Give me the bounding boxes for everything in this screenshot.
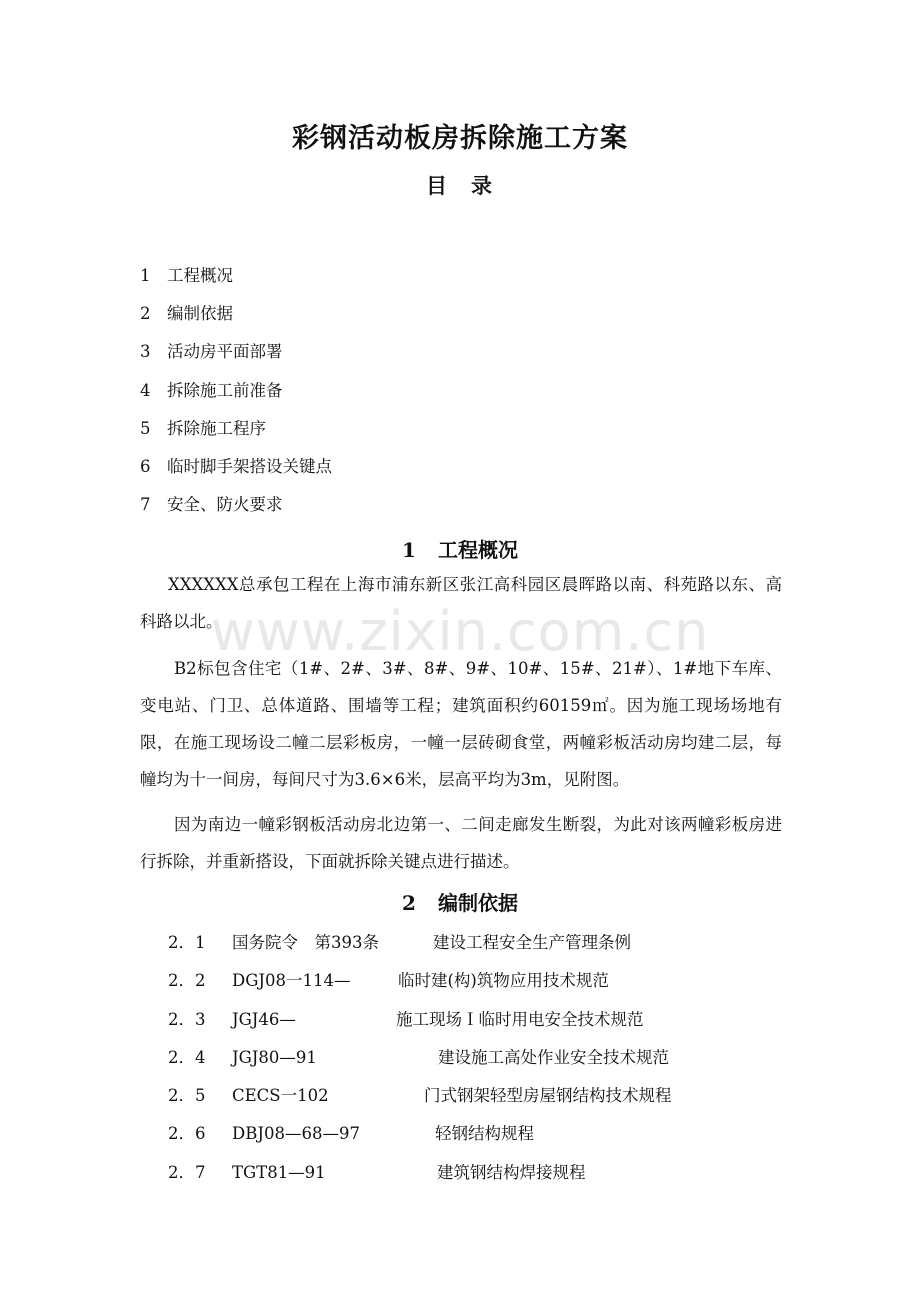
toc-item-number: 1 <box>140 266 151 285</box>
reference-title: 轻钢结构规程 <box>435 1124 534 1144</box>
reference-code: TGT81—91 <box>232 1162 326 1182</box>
reference-number: 2．3 <box>168 1009 206 1029</box>
toc-item <box>140 300 332 338</box>
reference-item <box>168 1158 672 1196</box>
section-heading-overview <box>0 534 920 563</box>
watermark: www.zixin.com.cn <box>210 600 710 663</box>
reference-title: 门式钢架轻型房屋钢结构技术规程 <box>424 1086 672 1106</box>
toc-item-number: 4 <box>140 380 151 400</box>
toc-item-label: 工程概况 <box>167 266 233 285</box>
reference-number: 2．7 <box>168 1162 206 1182</box>
toc-item-number: 7 <box>140 495 151 515</box>
toc-item-label: 临时脚手架搭设关键点 <box>167 456 332 476</box>
reference-number: 2．5 <box>168 1086 206 1106</box>
reference-code: 国务院令 第393条 <box>232 933 379 952</box>
toc-heading-char-1: 目 <box>426 173 449 198</box>
toc-item-label: 活动房平面部署 <box>167 342 283 362</box>
reference-item <box>168 1119 672 1157</box>
section-number: 2 <box>402 891 416 915</box>
paragraph: XXXXXX总承包工程在上海市浦东新区张江高科园区晨晖路以南、科苑路以东、高科路以北。 <box>140 575 782 631</box>
reference-number: 2．4 <box>168 1047 206 1067</box>
toc-item-label: 拆除施工程序 <box>167 418 266 438</box>
toc-item-label: 安全、防火要求 <box>167 495 283 515</box>
reference-title: 施工现场Ｉ临时用电安全技术规范 <box>396 1009 644 1029</box>
toc-item-label: 编制依据 <box>167 304 233 324</box>
reference-code: DGJ08一114— <box>232 971 351 991</box>
reference-code: CECS一102 <box>232 1086 329 1106</box>
paragraph: B2标包含住宅（1#、2#、3#、8#、9#、10#、15#、21#）、1#地下车库、变电站、门卫、总体道路、围墙等工程；建筑面积约60159㎡。因为施工现场场地有限，在施工现场设二幢二层彩板房，一幢一层砖砌食堂，两幢彩板活动房均建二层，每幢均为十一间房，每间尺寸为3.6×6米，层高平均为3m，见附图。 <box>140 659 782 789</box>
toc-item-number: 5 <box>140 418 151 438</box>
page-title: 彩钢活动板房拆除施工方案 <box>292 123 628 154</box>
toc-item <box>140 453 332 491</box>
table-of-contents <box>140 262 332 529</box>
reference-item <box>168 1043 672 1081</box>
section-title: 编制依据 <box>437 891 518 915</box>
reference-title: 建筑钢结构焊接规程 <box>437 1162 586 1182</box>
toc-item <box>140 491 332 529</box>
reference-title: 建设施工高处作业安全技术规范 <box>438 1047 669 1067</box>
toc-item-label: 拆除施工前准备 <box>167 380 283 400</box>
toc-item <box>140 415 332 453</box>
toc-item-number: 6 <box>140 456 151 476</box>
reference-title: 临时建(构)筑物应用技术规范 <box>398 971 609 991</box>
toc-heading <box>0 170 920 200</box>
reference-item <box>168 1081 672 1119</box>
toc-item-number: 3 <box>140 342 151 362</box>
reference-number: 2．6 <box>168 1124 206 1144</box>
reference-code: DBJ08—68—97 <box>232 1124 360 1144</box>
section-heading-basis <box>0 887 920 916</box>
toc-item-number: 2 <box>140 304 151 324</box>
paragraph: 因为南边一幢彩钢板活动房北边第一、二间走廊发生断裂，为此对该两幢彩板房进行拆除，并重新搭设，下面就拆除关键点进行描述。 <box>140 815 782 871</box>
reference-number: 2．2 <box>168 971 206 991</box>
section-title: 工程概况 <box>437 538 518 562</box>
toc-heading-char-2: 录 <box>471 173 494 198</box>
toc-item <box>140 377 332 415</box>
reference-list <box>168 928 672 1196</box>
reference-code: JGJ80—91 <box>232 1047 317 1067</box>
section-number: 1 <box>402 538 416 562</box>
reference-item <box>168 966 672 1004</box>
reference-code: JGJ46— <box>232 1009 296 1029</box>
reference-item <box>168 928 672 966</box>
reference-number: 2．1 <box>168 933 206 952</box>
reference-title: 建设工程安全生产管理条例 <box>433 933 631 952</box>
toc-item <box>140 338 332 376</box>
reference-item <box>168 1005 672 1043</box>
toc-item <box>140 262 332 300</box>
